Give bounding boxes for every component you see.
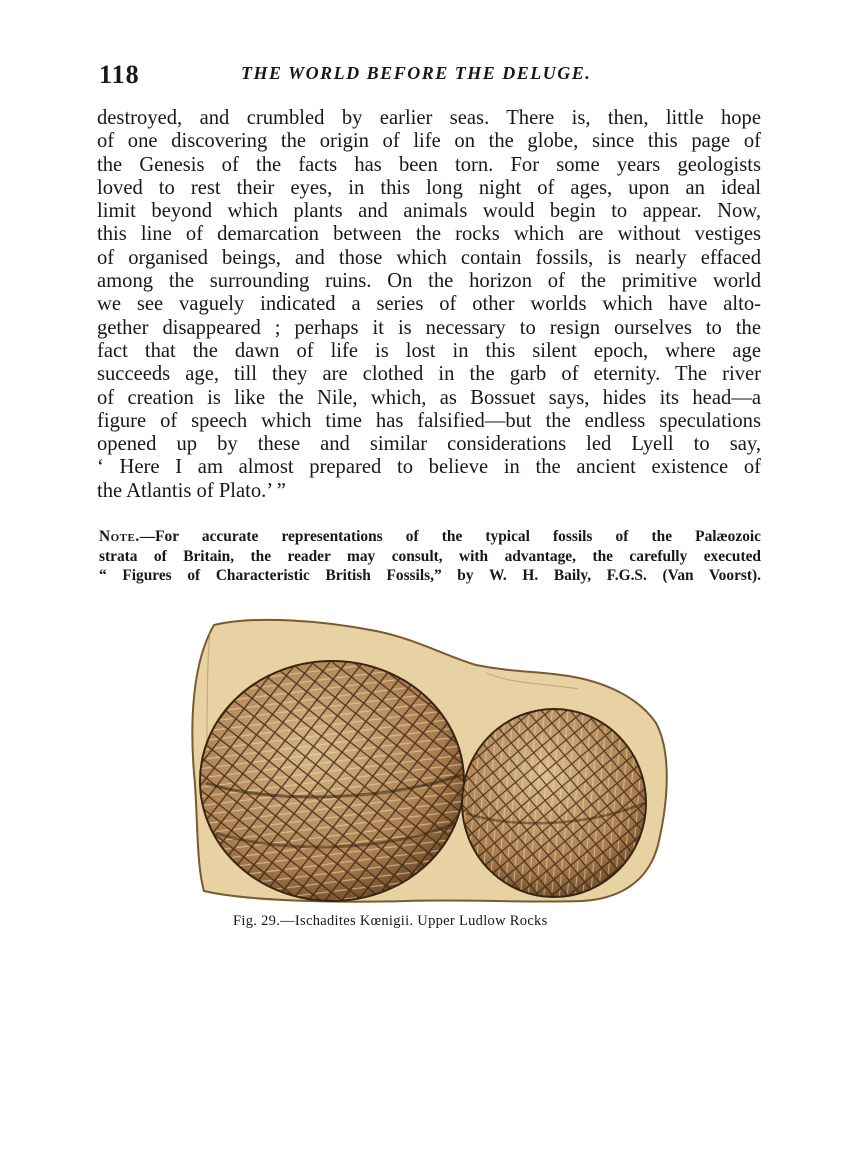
footnote-line: “ Figures of Characteristic British Fossils,” by W. H. Baily, F.G.S. (Van Voorst).	[99, 567, 761, 584]
body-line: of one discovering the origin of life on the globe, since this page of	[97, 130, 761, 153]
page-header	[99, 60, 761, 90]
body-line: fact that the dawn of life is lost in this silent epoch, where age	[97, 339, 761, 362]
body-line: figure of speech which time has falsified—but the endless speculations	[97, 409, 761, 432]
body-line: among the surrounding ruins. On the horizon of the primitive world	[97, 270, 761, 293]
footnote-line: strata of Britain, the reader may consult, with advantage, the carefully executed	[99, 547, 761, 565]
running-head: THE WORLD BEFORE THE DELUGE.	[241, 63, 592, 83]
body-line: the Genesis of the facts has been torn. For some years geologists	[97, 153, 761, 176]
body-line: ‘ Here I am almost prepared to believe in the ancient existence of	[97, 456, 761, 479]
body-line: loved to rest their eyes, in this long night of ages, upon an ideal	[97, 176, 761, 199]
body-line: succeeds age, till they are clothed in the garb of eternity. The river	[97, 363, 761, 386]
body-line: opened up by these and similar considerations led Lyell to say,	[97, 433, 761, 456]
body-line: we see vaguely indicated a series of other worlds which have alto-	[97, 293, 761, 316]
body-line: destroyed, and crumbled by earlier seas. There is, then, little hope	[97, 107, 761, 129]
fossil-illustration	[186, 613, 674, 903]
body-line: limit beyond which plants and animals would begin to appear. Now,	[97, 200, 761, 223]
body-line: gether disappeared ; perhaps it is necessary to resign ourselves to the	[97, 316, 761, 339]
body-line: of creation is like the Nile, which, as Bossuet says, hides its head—a	[97, 386, 761, 409]
body-line: this line of demarcation between the rocks which are without vestiges	[97, 223, 761, 246]
body-paragraph	[97, 107, 761, 503]
footnote-line	[99, 527, 761, 547]
body-line: of organised beings, and those which contain fossils, is nearly effaced	[97, 246, 761, 269]
note-text: —For accurate representations of the typical fossils of the Palæozoic	[139, 528, 761, 545]
page-number: 118	[99, 60, 140, 89]
footnote	[99, 527, 761, 586]
figure-caption: Fig. 29.—Ischadites Kœnigii. Upper Ludlow Rocks	[233, 913, 548, 929]
body-line: the Atlantis of Plato.’ ”	[97, 479, 286, 502]
note-label: Note.	[99, 528, 140, 545]
